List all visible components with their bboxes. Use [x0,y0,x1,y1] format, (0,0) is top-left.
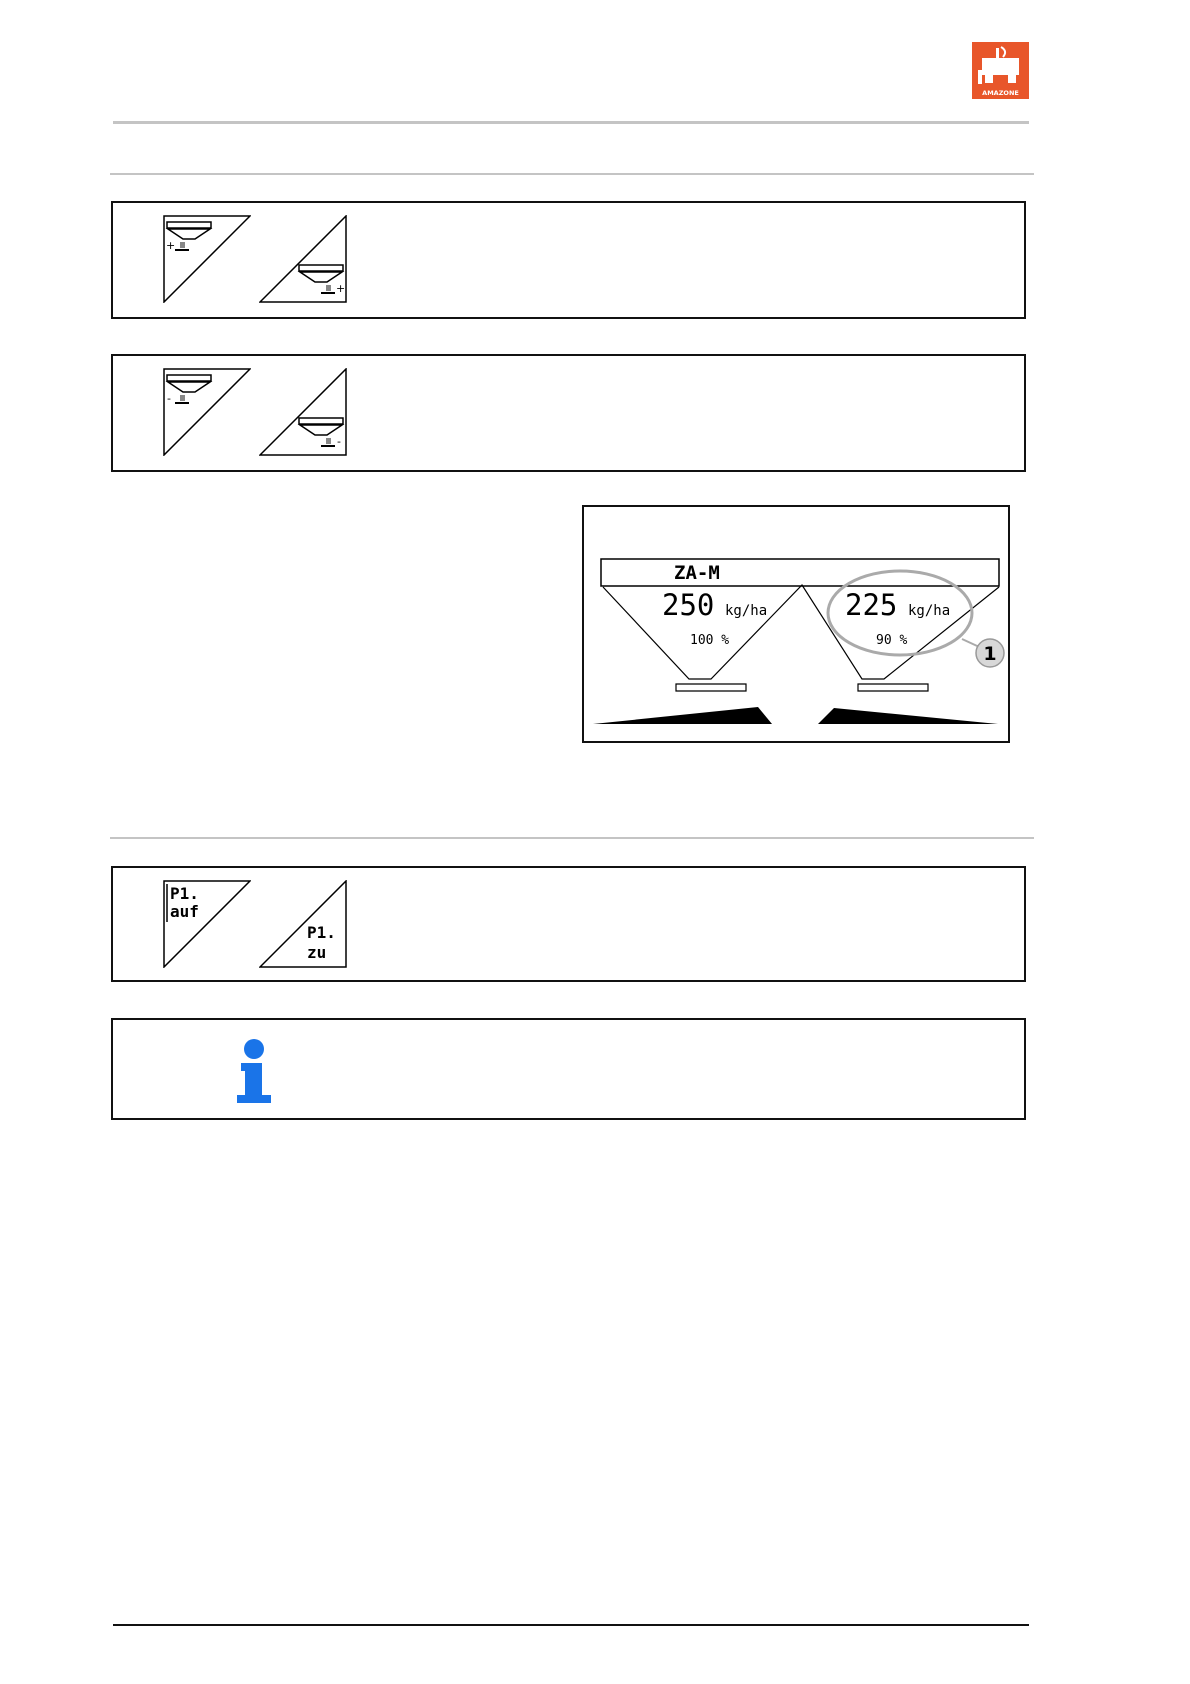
gate-close-key[interactable] [259,880,347,968]
left-unit: kg/ha [725,603,768,619]
info-box [111,1018,1026,1120]
right-percent: 90 % [876,633,908,648]
decrease-symbol: - [337,435,341,448]
left-hopper-decrease-icon[interactable] [163,368,251,456]
right-hopper-decrease-icon[interactable] [259,368,347,456]
amazone-logo [972,42,1029,99]
increase-symbol: + [336,282,346,295]
left-hopper-increase-icon[interactable] [163,215,251,303]
left-percent: 100 % [690,633,730,648]
gate-close-label-1: P1. [307,923,336,942]
decrease-symbol: - [167,392,171,405]
gate-open-key[interactable] [163,880,251,968]
gate-close-label-2: zu [307,943,327,962]
left-rate: 250 [662,588,715,622]
logo-text: AMAZONE [982,89,1019,97]
increase-symbol: + [166,239,176,252]
section-divider [110,173,1034,175]
decrease-keys-box [111,354,1026,472]
info-icon [236,1038,272,1104]
section-divider [110,837,1034,839]
display-screen [584,507,1008,741]
gate-open-label-1: P1. [170,884,199,903]
display-title: ZA-M [674,562,720,584]
footer-rule [113,1624,1029,1626]
gate-keys-box [111,866,1026,982]
gate-open-label-2: auf [170,902,199,921]
callout-number: 1 [983,643,997,665]
increase-keys-box [111,201,1026,319]
terminal-display [582,505,1010,743]
right-unit: kg/ha [908,603,951,619]
header-rule [113,121,1029,124]
right-hopper-increase-icon[interactable] [259,215,347,303]
right-rate: 225 [845,588,898,622]
